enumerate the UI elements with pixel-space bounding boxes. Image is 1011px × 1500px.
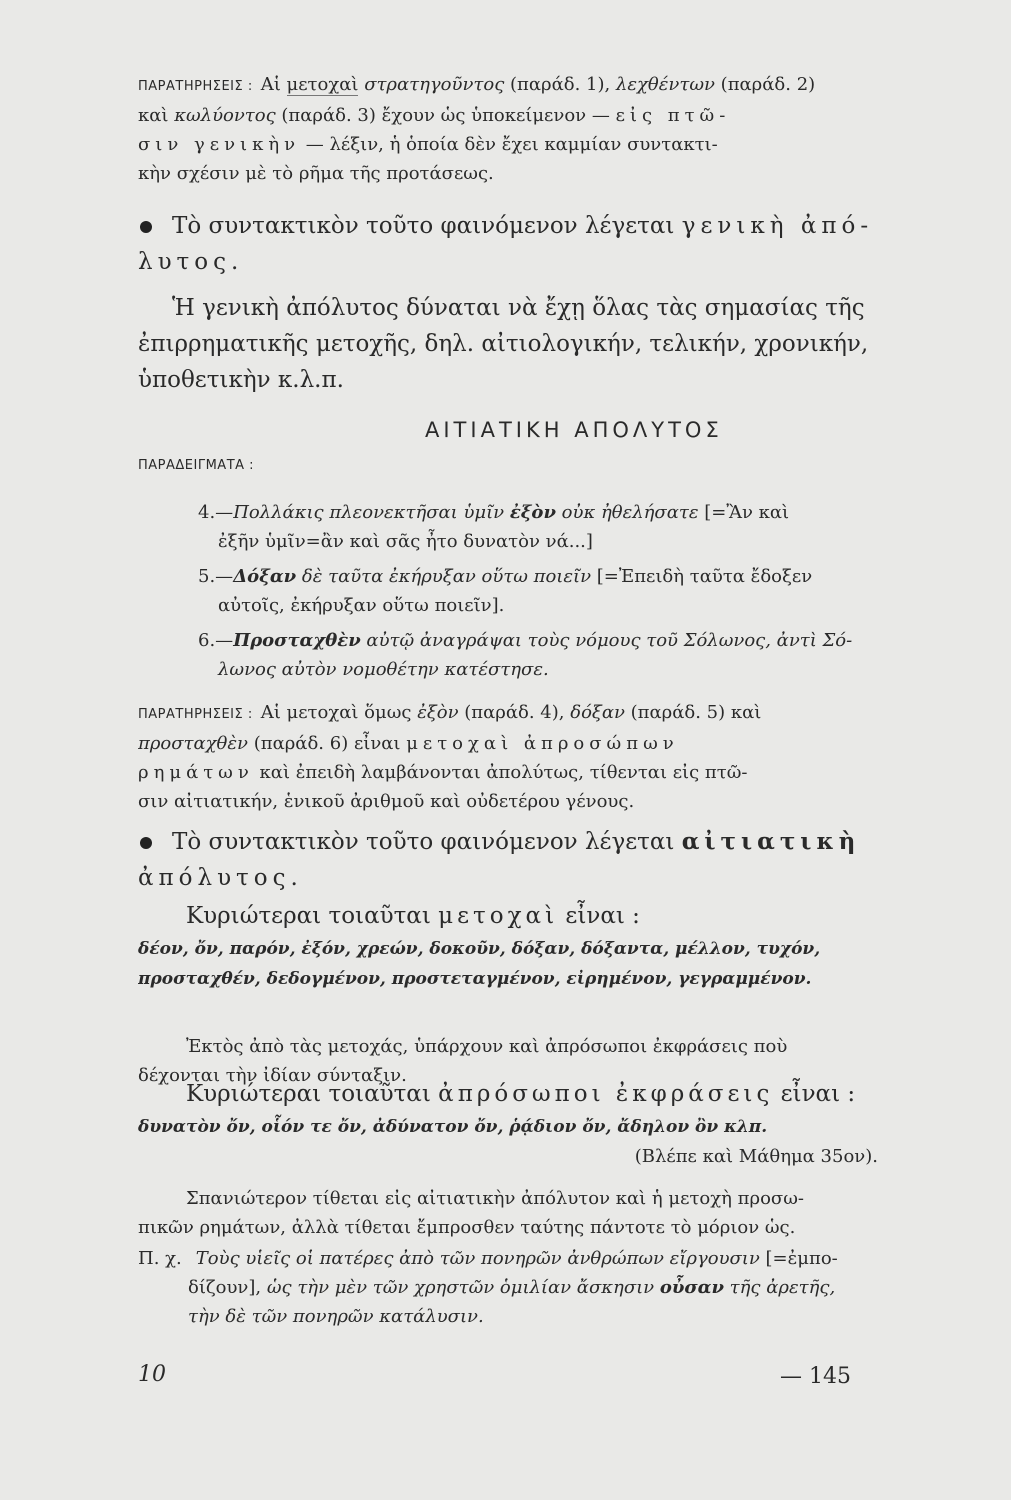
- observation-1-line-4: κὴν σχέσιν μὲ τὸ ρῆμα τῆς προτάσεως.: [138, 163, 494, 184]
- observation-1-line-3: σιν γενικὴν — λέξιν, ἡ ὁποία δὲν ἔχει καμμίαν συντακτι-: [138, 134, 718, 155]
- observation-2: ΠΑΡΑΤΗΡΗΣΕΙΣ : Αἱ μετοχαὶ ὅμως ἐξὸν (παράδ. 4), δόξαν (παράδ. 5) καὶ προσταχθὲν (παράδ. 6) εἶναι μετοχαὶ ἀπροσώπων ρημάτων καὶ ἐπειδὴ λαμβάνονται ἀπολύτως, τίθενται εἰς πτῶ- σιν αἰτιατικήν, ἑνικοῦ ἀριθμοῦ καὶ οὐδετέρου γένους.: [138, 702, 762, 812]
- paragraph-genitive-meanings: Ἡ γενικὴ ἀπόλυτος δύναται νὰ ἔχῃ ὅλας τὰς σημασίας τῆς ἐπιρρηματικῆς μετοχῆς, δηλ. αἰτιολογικήν, τελικήν, χρονικήν, ὑποθετικὴν κ.λ.π.: [138, 295, 869, 393]
- bullet-icon: [140, 221, 152, 233]
- examples-label: ΠΑΡΑΔΕΙΓΜΑΤΑ :: [138, 458, 255, 473]
- paragraph-personal-verbs: Σπανιώτερον τίθεται εἰς αἰτιατικὴν ἀπόλυτον καὶ ἡ μετοχὴ προσω- πικῶν ρημάτων, ἀλλὰ τίθεται ἔμπροσθεν ταύτης πάντοτε τὸ μόριον ὡς.: [138, 1188, 804, 1238]
- example-pch: Π. χ. Τοὺς υἱεῖς οἱ πατέρες ἀπὸ τῶν πονηρῶν ἀνθρώπων εἴργουσιν [=ἐμπο- δίζουν], ὡς τὴν μὲν τῶν χρηστῶν ὁμιλίαν ἄσκησιν οὖσαν τῆς ἀρετῆς, τὴν δὲ τῶν πονηρῶν κατάλυσιν.: [138, 1248, 838, 1327]
- participle-list: Κυριώτεραι τοιαῦται μετοχαὶ εἶναι : δέον, ὄν, παρόν, ἐξόν, χρεών, δοκοῦν, δόξαν, δόξαντα, μέλλον, τυχόν, προσταχθέν, δεδογμένον, προστεταγμένον, εἰρημένον, γεγραμμένον.: [138, 903, 821, 989]
- signature-mark: 10: [138, 1362, 166, 1387]
- example-4: 4.—Πολλάκις πλεονεκτῆσαι ὑμῖν ἐξὸν οὐκ ἠθελήσατε [=Ἂν καὶ ἐξῆν ὑμῖν=ἂν καὶ σᾶς ἦτο δυνατὸν νά...]: [198, 502, 790, 552]
- observation-label: ΠΑΡΑΤΗΡΗΣΕΙΣ :: [138, 79, 253, 94]
- rule-genitive-absolute: Τὸ συντακτικὸν τοῦτο φαινόμενον λέγεται γενικὴ ἀπό- λυτος.: [138, 213, 874, 275]
- bullet-icon: [140, 837, 152, 849]
- rule-accusative-absolute: Τὸ συντακτικὸν τοῦτο φαινόμενον λέγεται αἰτιατικὴ ἀπόλυτος.: [138, 828, 861, 891]
- observation-1: [138, 70, 878, 188]
- cross-reference: (Βλέπε καὶ Μάθημα 35ον).: [634, 1146, 878, 1167]
- observation-1-line-1: ΠΑΡΑΤΗΡΗΣΕΙΣ : Αἱ μετοχαὶ στρατηγοῦντος (παράδ. 1), λεχθέντων (παράδ. 2): [138, 74, 816, 95]
- example-5: 5.—Δόξαν δὲ ταῦτα ἐκήρυξαν οὕτω ποιεῖν [=Ἐπειδὴ ταῦτα ἔδοξεν αὐτοῖς, ἐκήρυξαν οὕτω ποιεῖν].: [198, 566, 813, 616]
- page-number: — 145: [780, 1364, 851, 1389]
- example-6: 6.—Προσταχθὲν αὐτῷ ἀναγράψαι τοὺς νόμους τοῦ Σόλωνος, ἀντὶ Σό- λωνος αὐτὸν νομοθέτην κατέστησε.: [198, 630, 853, 680]
- paragraph-impersonal: Ἐκτὸς ἀπὸ τὰς μετοχάς, ὑπάρχουν καὶ ἀπρόσωποι ἐκφράσεις ποὺ δέχονται τὴν ἰδίαν σύνταξιν.: [138, 1036, 788, 1086]
- section-heading: ΑΙΤΙΑΤΙΚΗ ΑΠΟΛΥΤΟΣ: [425, 418, 723, 442]
- impersonal-expressions-list: Κυριώτεραι τοιαῦται ἀπρόσωποι ἐκφράσεις εἶναι : δυνατὸν ὄν, οἷόν τε ὄν, ἀδύνατον ὄν, ῥᾴδιον ὄν, ἄδηλον ὂν κλπ. (Βλέπε καὶ Μάθημα 35ον).: [138, 1076, 878, 1171]
- observation-1-line-2: καὶ κωλύοντος (παράδ. 3) ἔχουν ὡς ὑποκείμενον — εἰς πτῶ-: [138, 105, 731, 126]
